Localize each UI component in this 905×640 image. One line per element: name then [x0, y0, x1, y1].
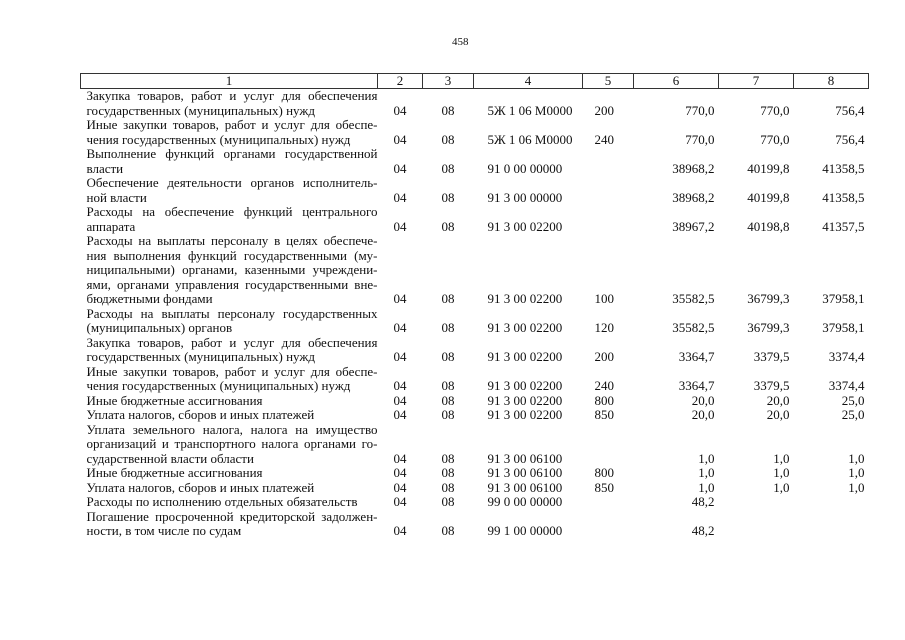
table-row [81, 336, 869, 365]
description-line: Закупка товаров, работ и услуг для обеспечения [86, 334, 378, 350]
row-description [81, 510, 378, 539]
cell-c3: 08 [441, 131, 455, 147]
cell-c4: 99 0 00 00000 [487, 494, 563, 509]
cell-c2: 04 [393, 450, 407, 466]
row-description [81, 234, 378, 307]
description-line: ности, в том числе по судам [86, 523, 242, 538]
cell-c8: 756,4 [835, 131, 865, 147]
cell-c7 [719, 510, 794, 539]
cell-c7: 770,0 [760, 131, 790, 147]
cell-c5: 240 [594, 131, 614, 147]
cell-c4: 91 3 00 06100 [487, 479, 563, 495]
cell-c5: 120 [594, 320, 614, 335]
description-line: Иные бюджетные ассигнования [86, 392, 263, 408]
description-line: Расходы на выплаты персоналу государственных [86, 305, 378, 321]
cell-c2: 04 [393, 465, 407, 480]
cell-c6: 3364,7 [678, 378, 715, 393]
description-line: (муниципальных) органов [86, 320, 233, 335]
cell-c6: 770,0 [685, 131, 715, 147]
cell-c2: 04 [393, 523, 407, 538]
row-description [81, 307, 378, 336]
row-description [81, 176, 378, 205]
cell-c3: 08 [441, 407, 455, 422]
row-description [81, 205, 378, 234]
cell-c6: 35582,5 [672, 291, 715, 306]
cell-c5: 200 [594, 349, 614, 364]
cell-c5: 850 [594, 479, 614, 495]
cell-c5: 800 [594, 465, 614, 480]
description-line: ями, органами управления государственными вне- [86, 276, 378, 292]
cell-c2: 04 [393, 407, 407, 422]
description-line: ниципальными) органами, казенными учреждени- [86, 262, 378, 277]
row-description [81, 147, 378, 176]
cell-c4: 5Ж 1 06 М0000 [487, 102, 573, 118]
cell-c6: 1,0 [698, 479, 715, 495]
description-line: Иные закупки товаров, работ и услуг для обеспе- [86, 363, 378, 379]
cell-c4: 91 3 00 02200 [487, 291, 563, 306]
cell-c3: 08 [441, 102, 455, 118]
cell-c7: 770,0 [760, 102, 790, 118]
cell-c6: 35582,5 [672, 320, 715, 335]
cell-c4: 91 3 00 02200 [487, 349, 563, 364]
cell-c4: 5Ж 1 06 М0000 [487, 131, 573, 147]
cell-c8: 41358,5 [822, 160, 865, 176]
cell-c7: 36799,3 [747, 320, 790, 335]
cell-c6: 38968,2 [672, 160, 715, 176]
table-row [81, 365, 869, 394]
row-description [81, 394, 378, 409]
cell-c8: 1,0 [848, 479, 865, 495]
description-line: государственных (муниципальных) нужд [86, 102, 315, 118]
cell-c8: 37958,1 [822, 291, 865, 306]
cell-c6: 770,0 [685, 102, 715, 118]
cell-c5 [583, 176, 634, 205]
table-row [81, 89, 869, 119]
cell-c8: 41358,5 [822, 189, 865, 205]
cell-c8 [794, 510, 869, 539]
cell-c6: 1,0 [698, 450, 715, 466]
cell-c6: 20,0 [691, 407, 715, 422]
table-row [81, 495, 869, 510]
cell-c5 [583, 510, 634, 539]
cell-c2: 04 [393, 291, 407, 306]
page-number: 458 [452, 36, 469, 48]
cell-c7: 40199,8 [747, 189, 790, 205]
table-row [81, 466, 869, 481]
column-header: 3 [423, 74, 474, 89]
description-line: организаций и транспортного налога органами го- [86, 436, 378, 451]
row-description [81, 423, 378, 467]
description-line: Обеспечение деятельности органов исполнитель- [86, 175, 378, 190]
cell-c3: 08 [441, 450, 455, 466]
description-line: Закупка товаров, работ и услуг для обеспечения [86, 88, 378, 103]
cell-c5 [583, 205, 634, 234]
cell-c4: 91 3 00 06100 [487, 465, 563, 480]
description-line: ния выполнения функций государственными (му- [86, 247, 378, 263]
cell-c5 [583, 495, 634, 510]
cell-c7: 3379,5 [753, 378, 790, 393]
description-line: Выполнение функций органами государственной [86, 146, 378, 161]
cell-c3: 08 [441, 320, 455, 335]
cell-c6: 3364,7 [678, 349, 715, 364]
description-line: Иные бюджетные ассигнования [86, 465, 263, 480]
cell-c8: 756,4 [835, 102, 865, 118]
table-row [81, 307, 869, 336]
table-row [81, 423, 869, 467]
description-line: аппарата [86, 218, 136, 234]
cell-c3: 08 [441, 523, 455, 538]
cell-c4: 91 3 00 02200 [487, 218, 563, 234]
table-row [81, 118, 869, 147]
cell-c6: 1,0 [698, 465, 715, 480]
table-row [81, 408, 869, 423]
description-line: Расходы по исполнению отдельных обязательств [86, 494, 358, 509]
column-header: 6 [634, 74, 719, 89]
description-line: Иные закупки товаров, работ и услуг для обеспе- [86, 117, 378, 132]
column-header: 8 [794, 74, 869, 89]
description-line: Расходы на выплаты персоналу в целях обеспече- [86, 233, 378, 248]
cell-c7: 3379,5 [753, 349, 790, 364]
row-description [81, 336, 378, 365]
cell-c6: 38968,2 [672, 189, 715, 205]
cell-c2: 04 [393, 378, 407, 393]
cell-c2: 04 [393, 102, 407, 118]
cell-c6: 48,2 [691, 523, 715, 538]
description-line: Уплата налогов, сборов и иных платежей [86, 407, 315, 422]
cell-c4: 91 3 00 02200 [487, 378, 563, 393]
cell-c2: 04 [393, 160, 407, 176]
table-row [81, 147, 869, 176]
cell-c2: 04 [393, 494, 407, 509]
cell-c4: 91 3 00 06100 [487, 450, 563, 466]
cell-c4: 91 3 00 02200 [487, 407, 563, 422]
column-header: 5 [583, 74, 634, 89]
description-line: Уплата налогов, сборов и иных платежей [86, 479, 315, 495]
cell-c4: 99 1 00 00000 [487, 523, 563, 538]
table-row [81, 481, 869, 496]
cell-c5: 800 [594, 392, 614, 408]
budget-table [80, 73, 869, 539]
cell-c3: 08 [441, 494, 455, 509]
description-line: чения государственных (муниципальных) нужд [86, 131, 351, 147]
cell-c3: 08 [441, 349, 455, 364]
description-line: чения государственных (муниципальных) нужд [86, 378, 351, 393]
cell-c7: 36799,3 [747, 291, 790, 306]
cell-c7: 40198,8 [747, 218, 790, 234]
cell-c8: 25,0 [841, 392, 865, 408]
cell-c3: 08 [441, 392, 455, 408]
cell-c2: 04 [393, 189, 407, 205]
header-row [81, 74, 869, 89]
column-header: 4 [474, 74, 583, 89]
cell-c2: 04 [393, 392, 407, 408]
cell-c7: 20,0 [766, 392, 790, 408]
cell-c6: 20,0 [691, 392, 715, 408]
cell-c5: 100 [594, 291, 614, 306]
description-line: Расходы на обеспечение функций центрального [86, 204, 378, 219]
cell-c6: 38967,2 [672, 218, 715, 234]
row-description [81, 466, 378, 481]
row-description [81, 481, 378, 496]
row-description [81, 89, 378, 119]
cell-c7: 1,0 [773, 450, 790, 466]
description-line: ной власти [86, 189, 147, 205]
cell-c5: 850 [594, 407, 614, 422]
cell-c7: 1,0 [773, 465, 790, 480]
cell-c7: 1,0 [773, 479, 790, 495]
cell-c7 [719, 495, 794, 510]
cell-c8: 25,0 [841, 407, 865, 422]
cell-c3: 08 [441, 378, 455, 393]
cell-c2: 04 [393, 479, 407, 495]
row-description [81, 365, 378, 394]
cell-c3: 08 [441, 218, 455, 234]
cell-c7: 20,0 [766, 407, 790, 422]
cell-c4: 91 3 00 00000 [487, 189, 563, 205]
table-row [81, 510, 869, 539]
cell-c3: 08 [441, 479, 455, 495]
cell-c4: 91 3 00 02200 [487, 392, 563, 408]
table-row [81, 205, 869, 234]
cell-c3: 08 [441, 465, 455, 480]
description-line: власти [86, 160, 124, 176]
column-header: 2 [378, 74, 423, 89]
cell-c5 [583, 147, 634, 176]
table-row [81, 234, 869, 307]
cell-c5 [583, 423, 634, 467]
description-line: государственных (муниципальных) нужд [86, 349, 315, 364]
cell-c3: 08 [441, 291, 455, 306]
cell-c2: 04 [393, 320, 407, 335]
row-description [81, 495, 378, 510]
cell-c2: 04 [393, 131, 407, 147]
row-description [81, 118, 378, 147]
description-line: Уплата земельного налога, налога на имущество [86, 421, 378, 437]
column-header: 7 [719, 74, 794, 89]
cell-c8: 41357,5 [822, 218, 865, 234]
table-row [81, 394, 869, 409]
cell-c7: 40199,8 [747, 160, 790, 176]
cell-c8: 37958,1 [822, 320, 865, 335]
cell-c2: 04 [393, 218, 407, 234]
description-line: Погашение просроченной кредиторской задолжен- [86, 508, 378, 524]
cell-c4: 91 0 00 00000 [487, 160, 563, 176]
cell-c4: 91 3 00 02200 [487, 320, 563, 335]
cell-c2: 04 [393, 349, 407, 364]
table-row [81, 176, 869, 205]
cell-c3: 08 [441, 160, 455, 176]
cell-c3: 08 [441, 189, 455, 205]
column-header: 1 [81, 74, 378, 89]
cell-c8: 3374,4 [828, 378, 865, 393]
description-line: бюджетными фондами [86, 291, 213, 306]
row-description [81, 408, 378, 423]
cell-c5: 240 [594, 378, 614, 393]
cell-c8 [794, 495, 869, 510]
description-line: сударственной власти области [86, 450, 254, 466]
cell-c5: 200 [594, 102, 614, 118]
cell-c6: 48,2 [691, 494, 715, 509]
cell-c8: 3374,4 [828, 349, 865, 364]
cell-c8: 1,0 [848, 465, 865, 480]
cell-c8: 1,0 [848, 450, 865, 466]
